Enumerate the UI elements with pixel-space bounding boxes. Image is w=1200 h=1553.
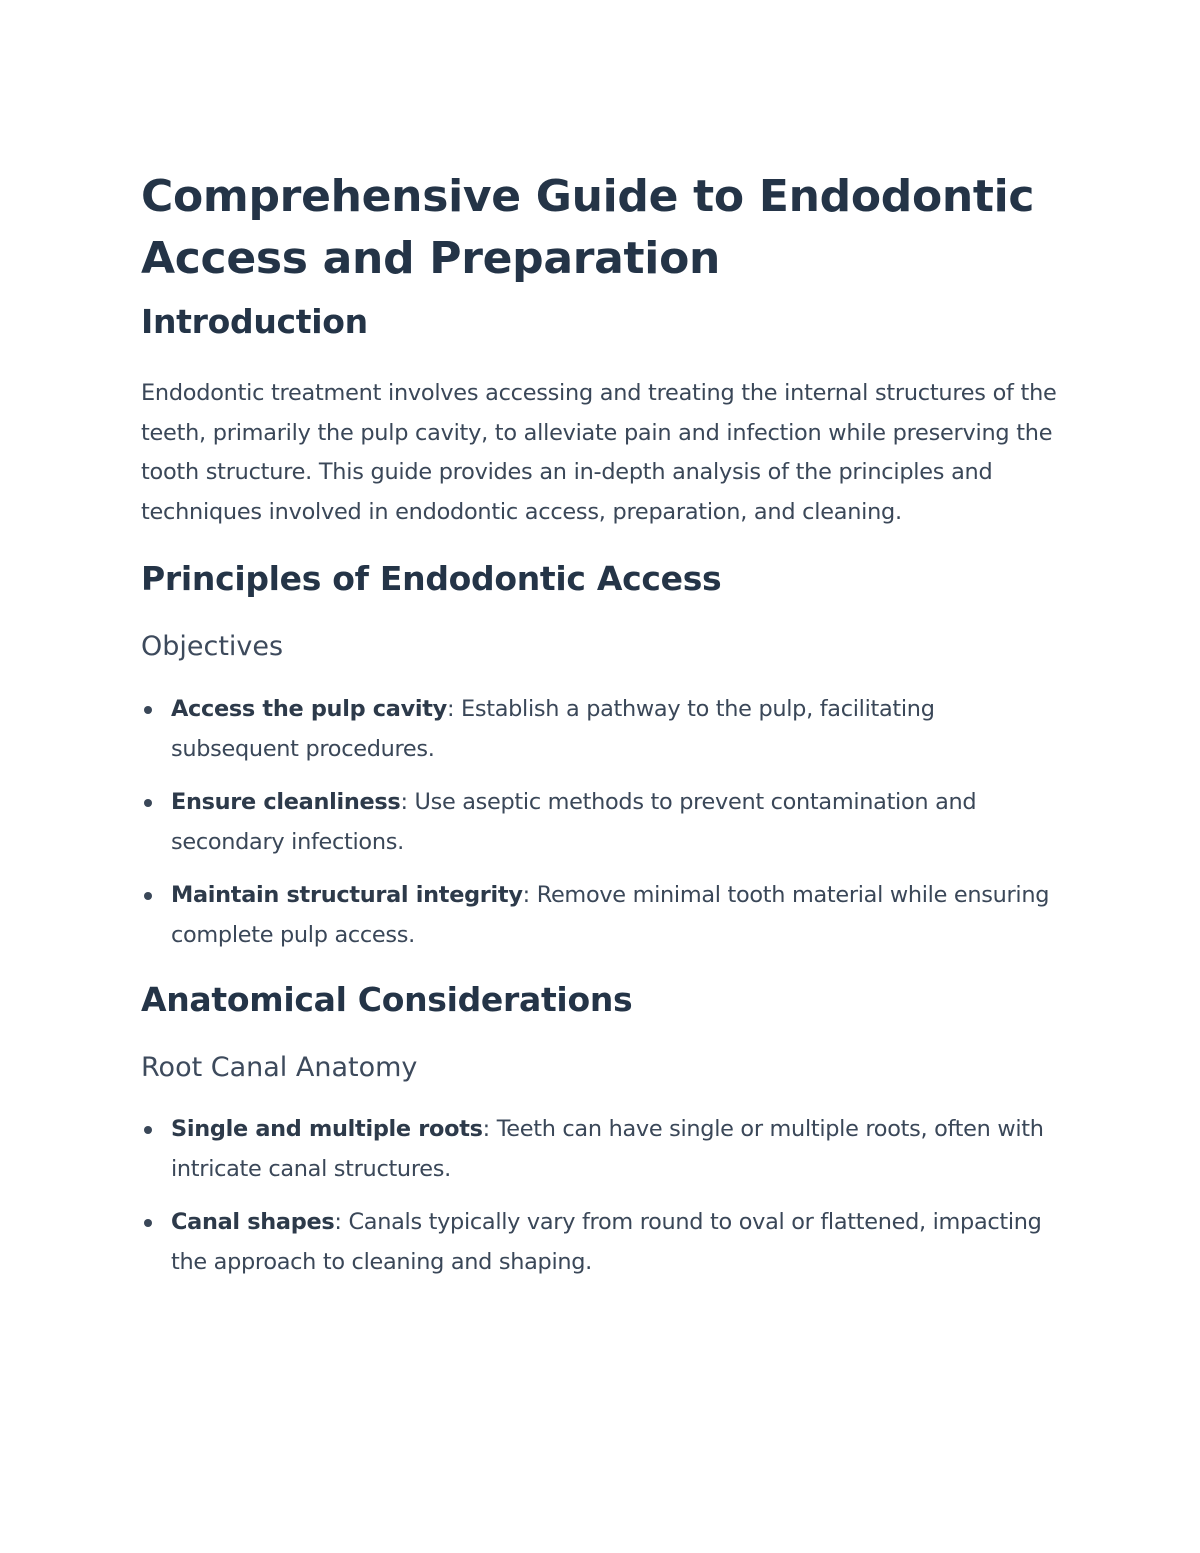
principles-heading: Principles of Endodontic Access xyxy=(141,559,722,598)
list-item-term: Maintain structural integrity xyxy=(171,882,523,908)
list-item-term: Canal shapes xyxy=(171,1209,335,1235)
bullet-icon xyxy=(144,799,152,807)
document-title: Comprehensive Guide to Endodontic Access and Preparation xyxy=(141,171,1035,284)
list-item-term: Access the pulp cavity xyxy=(171,696,447,722)
list-item-term: Single and multiple roots xyxy=(171,1116,483,1142)
list-item xyxy=(141,876,1061,955)
list-item xyxy=(141,1110,1061,1189)
introduction-heading: Introduction xyxy=(141,302,368,341)
list-item-term: Ensure cleanliness xyxy=(171,789,401,815)
bullet-icon xyxy=(144,892,152,900)
root-canal-subheading: Root Canal Anatomy xyxy=(141,1052,418,1083)
bullet-icon xyxy=(144,1126,152,1134)
list-item-desc: : Establish a pathway to the pulp, facilitating subsequent procedures. xyxy=(171,696,935,762)
objectives-list xyxy=(141,690,1061,955)
list-item-desc: : Canals typically vary from round to oval or flattened, impacting the approach to cleaning and shaping. xyxy=(171,1209,1042,1275)
list-item xyxy=(141,690,1061,769)
list-item-desc: : Teeth can have single or multiple roots, often with intricate canal structures. xyxy=(171,1116,1044,1182)
list-item-desc: : Use aseptic methods to prevent contamination and secondary infections. xyxy=(171,789,977,855)
document-page xyxy=(141,166,1061,1282)
list-item-desc: : Remove minimal tooth material while ensuring complete pulp access. xyxy=(171,882,1050,948)
root-canal-list xyxy=(141,1110,1061,1282)
bullet-icon xyxy=(144,706,152,714)
introduction-paragraph: Endodontic treatment involves accessing and treating the internal structures of the teeth, primarily the pulp cavity, to alleviate pain and infection while preserving the tooth structure. This guide provides an in-depth analysis of the principles and techniques involved in endodontic access, preparation, and cleaning. xyxy=(141,380,1057,525)
list-item xyxy=(141,1203,1061,1282)
bullet-icon xyxy=(144,1219,152,1227)
list-item xyxy=(141,783,1061,862)
anatomy-heading: Anatomical Considerations xyxy=(141,980,633,1019)
objectives-subheading: Objectives xyxy=(141,631,284,662)
